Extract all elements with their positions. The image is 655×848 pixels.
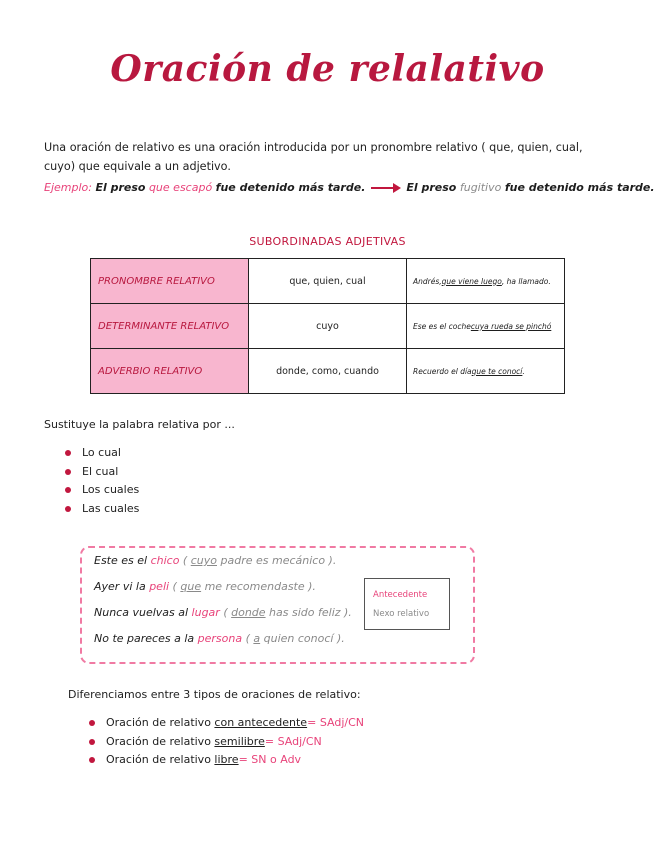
table-title: SUBORDINADAS ADJETIVAS bbox=[249, 235, 406, 248]
definition-paragraph: Una oración de relativo es una oración introducida por un pronombre relativo ( que, quien, cual, cuyo) que equivale a un adjetivo. bbox=[44, 141, 583, 173]
list-item: El cual bbox=[62, 463, 139, 482]
table-cell-type: ADVERBIO RELATIVO bbox=[91, 349, 249, 393]
substitute-list bbox=[62, 444, 139, 518]
table-row bbox=[91, 349, 564, 393]
table-cell-example: Ese es el coche cuya rueda se pinchó bbox=[413, 321, 552, 331]
example-label: Ejemplo: bbox=[44, 181, 92, 194]
list-item: Las cuales bbox=[62, 500, 139, 519]
subordinadas-table bbox=[90, 258, 565, 394]
table-cell-words: cuyo bbox=[249, 304, 407, 348]
list-item: Lo cual bbox=[62, 444, 139, 463]
table-cell-example: Andrés, que viene luego , ha llamado. bbox=[413, 276, 551, 286]
table-cell-type: PRONOMBRE RELATIVO bbox=[91, 259, 249, 303]
table-cell-words: que, quien, cual bbox=[249, 259, 407, 303]
example-line bbox=[44, 181, 655, 194]
list-item: Oración de relativo con antecedente= SAdj/CN bbox=[86, 714, 364, 733]
right-arrow-icon bbox=[371, 183, 401, 193]
table-cell-type: DETERMINANTE RELATIVO bbox=[91, 304, 249, 348]
example-sentence: Ayer vi la peli ( que me recomendaste ). bbox=[94, 580, 316, 593]
example-left-clause: que escapó bbox=[148, 181, 213, 194]
bullet-icon bbox=[89, 757, 95, 763]
list-item: Oración de relativo semilibre= SAdj/CN bbox=[86, 733, 364, 752]
bullet-icon bbox=[65, 506, 71, 512]
types-list bbox=[86, 714, 364, 770]
example-sentence: Este es el chico ( cuyo padre es mecánico ). bbox=[94, 554, 337, 567]
bullet-icon bbox=[65, 450, 71, 456]
table-row bbox=[91, 304, 564, 349]
example-right-adjective: fugitivo bbox=[459, 181, 502, 194]
example-left-predicate: fue detenido más tarde. bbox=[215, 181, 366, 194]
list-item: Oración de relativo libre= SN o Adv bbox=[86, 751, 364, 770]
example-sentence: Nunca vuelvas al lugar ( donde has sido feliz ). bbox=[94, 606, 352, 619]
bullet-icon bbox=[65, 487, 71, 493]
bullet-icon bbox=[65, 469, 71, 475]
table-row bbox=[91, 259, 564, 304]
example-sentence: No te pareces a la persona ( a quien conocí ). bbox=[94, 632, 345, 645]
substitute-instruction: Sustituye la palabra relativa por ... bbox=[44, 418, 235, 431]
types-intro: Diferenciamos entre 3 tipos de oraciones de relativo: bbox=[68, 688, 361, 701]
page-title: Oración de relalativo bbox=[110, 48, 545, 90]
table-cell-example: Recuerdo el día que te conocí . bbox=[413, 366, 525, 376]
example-left-subject: El preso bbox=[95, 181, 146, 194]
example-right-predicate: fue detenido más tarde. bbox=[504, 181, 655, 194]
legend-nexo: Nexo relativo bbox=[373, 609, 430, 619]
bullet-icon bbox=[89, 739, 95, 745]
color-legend bbox=[364, 578, 450, 630]
list-item: Los cuales bbox=[62, 481, 139, 500]
bullet-icon bbox=[89, 720, 95, 726]
table-cell-words: donde, como, cuando bbox=[249, 349, 407, 393]
example-right-subject: El preso bbox=[406, 181, 457, 194]
legend-antecedent: Antecedente bbox=[373, 590, 428, 600]
